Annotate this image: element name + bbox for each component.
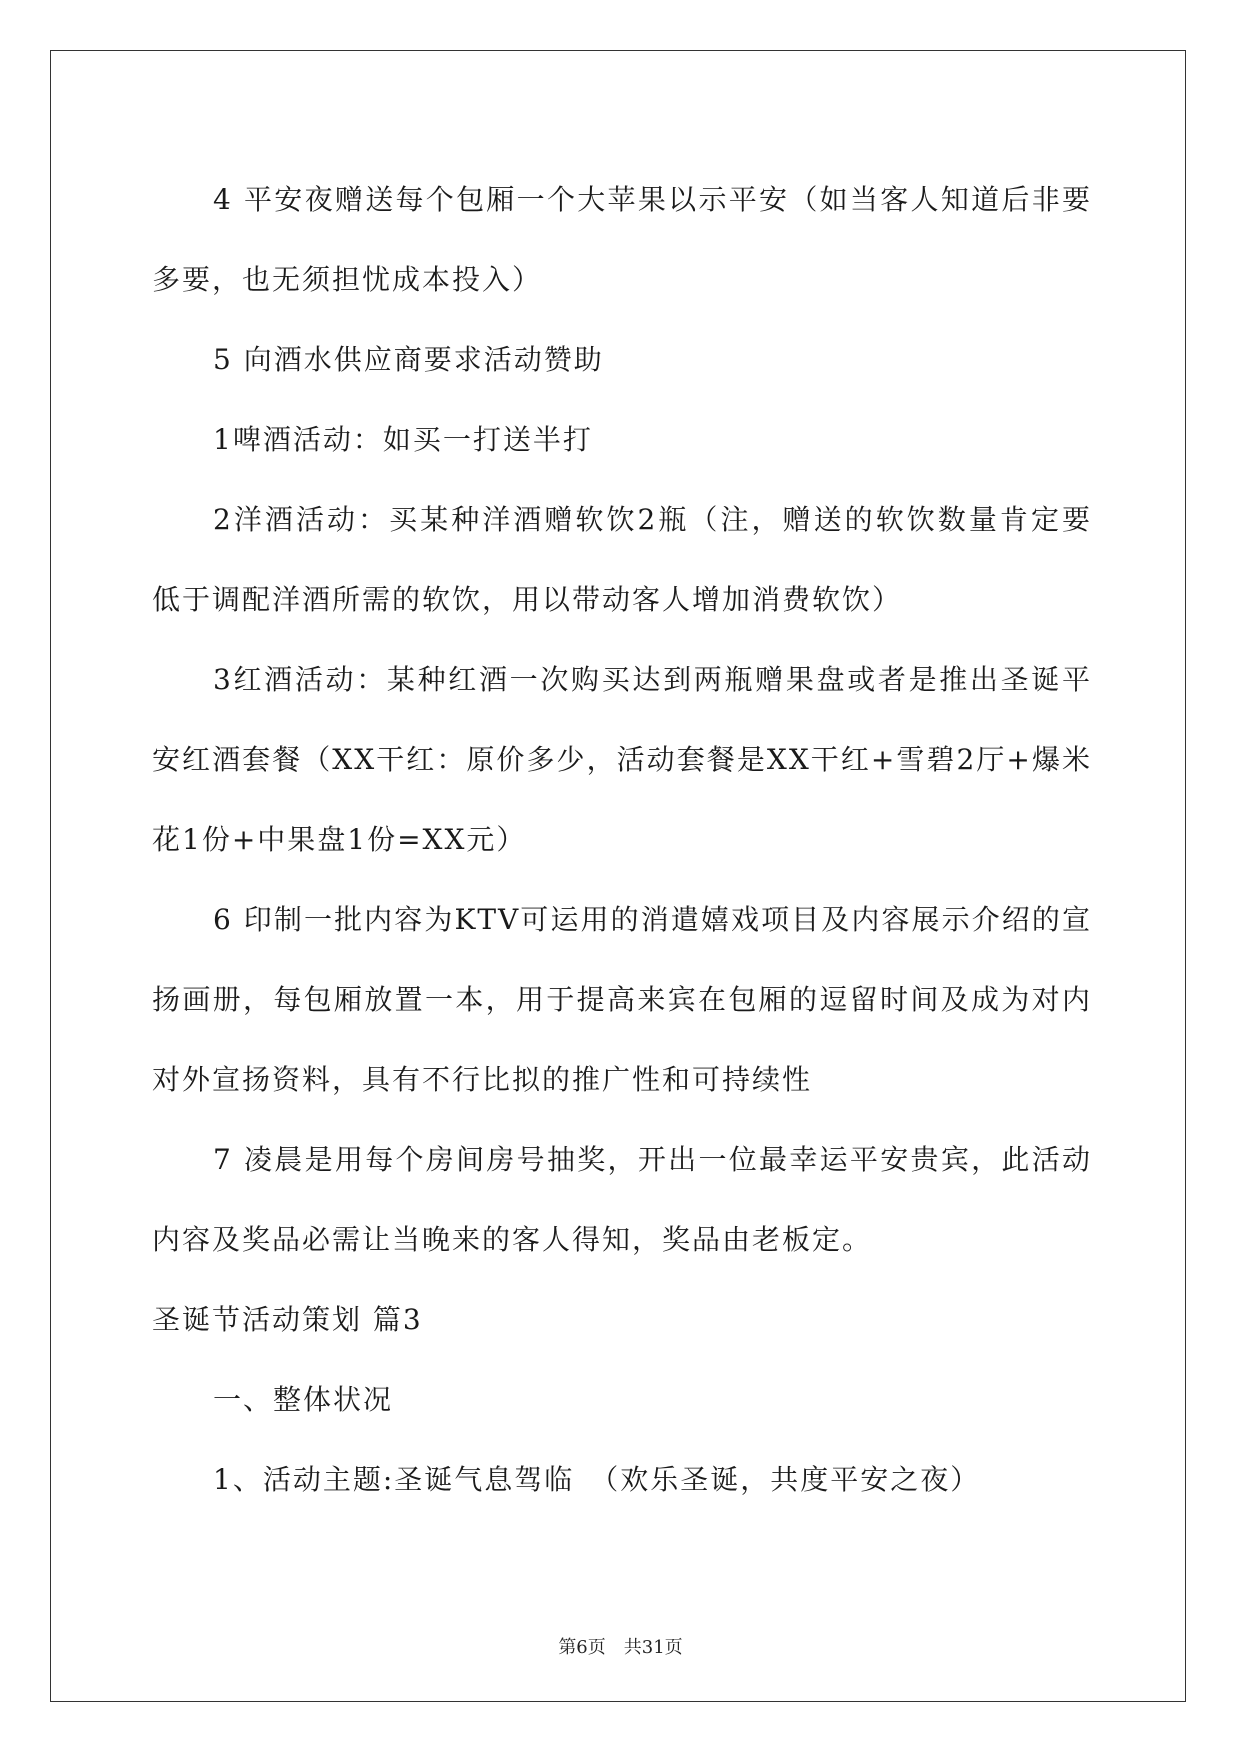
section-title: 圣诞节活动策划 篇3	[152, 1303, 423, 1336]
paragraph-liquor-promo: 2洋酒活动：买某种洋酒赠软饮2瓶（注，赠送的软饮数量肯定要低于调配洋酒所需的软饮，用以带动客人增加消费软饮）	[152, 503, 1092, 616]
paragraph-activity-theme: 1、活动主题:圣诞气息驾临 （欢乐圣诞，共度平安之夜）	[213, 1463, 981, 1496]
paragraph-item-5: 5 向酒水供应商要求活动赞助	[213, 343, 604, 376]
paragraph-beer-promo: 1啤酒活动：如买一打送半打	[213, 423, 593, 456]
paragraph-item-7: 7 凌晨是用每个房间房号抽奖，开出一位最幸运平安贵宾，此活动内容及奖品必需让当晚来的客人得知，奖品由老板定。	[152, 1143, 1092, 1256]
document-body	[152, 160, 1092, 1520]
page-footer	[0, 1633, 1241, 1659]
page-total: 共31页	[623, 1637, 683, 1658]
paragraph-overview-heading: 一、整体状况	[213, 1383, 394, 1416]
page-number: 第6页	[558, 1637, 606, 1658]
paragraph-item-4: 4 平安夜赠送每个包厢一个大苹果以示平安（如当客人知道后非要多要，也无须担忧成本投入）	[152, 183, 1092, 296]
paragraph-wine-promo: 3红酒活动：某种红酒一次购买达到两瓶赠果盘或者是推出圣诞平安红酒套餐（XX干红：原价多少，活动套餐是XX干红+雪碧2厅+爆米花1份+中果盘1份=XX元）	[152, 663, 1092, 856]
paragraph-item-6: 6 印制一批内容为KTV可运用的消遣嬉戏项目及内容展示介绍的宣扬画册，每包厢放置一本，用于提高来宾在包厢的逗留时间及成为对内对外宣扬资料，具有不行比拟的推广性和可持续性	[152, 903, 1092, 1096]
